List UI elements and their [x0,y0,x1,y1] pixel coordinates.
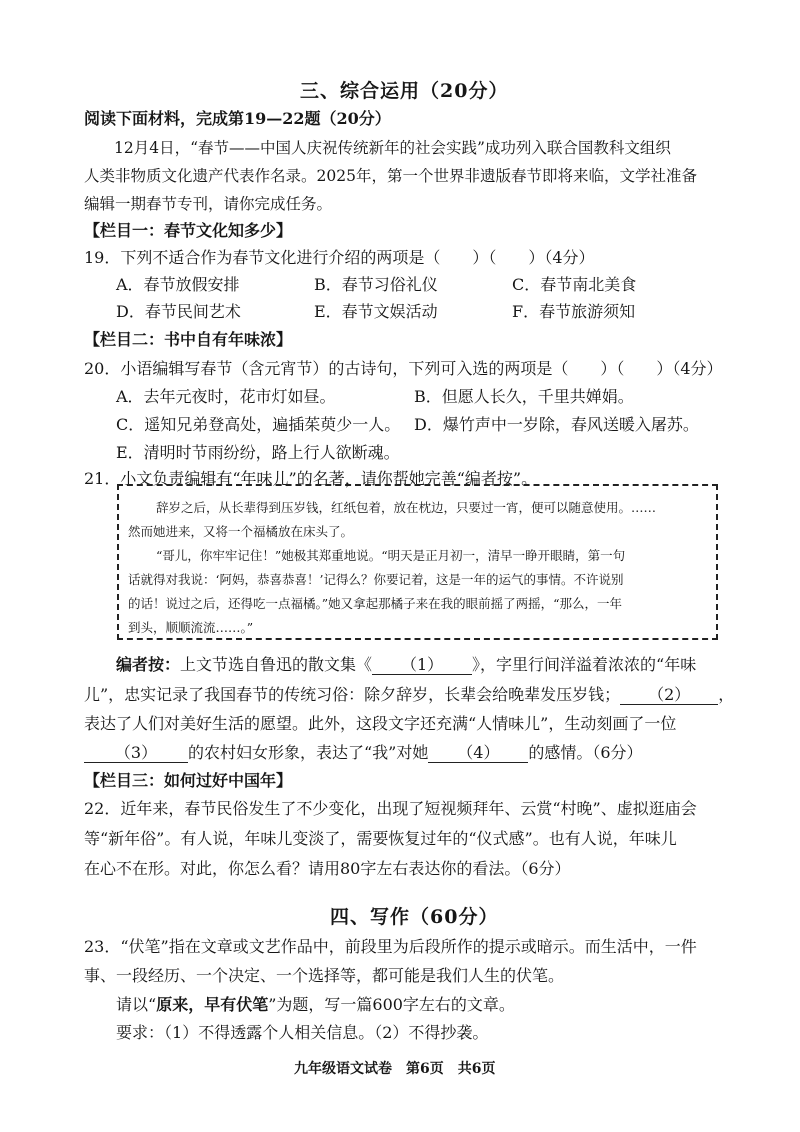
section-title: 四、写作（60分） [330,906,499,928]
option-item: F．春节旅游须知 [512,302,636,321]
editor-note-line [84,740,643,763]
quote-line: 到头，顺顺流流……。” [128,620,254,635]
writing-prompt [116,992,515,1015]
reading-instruction: 阅读下面材料，完成第19—22题（20分） [84,109,391,128]
option-item: A．去年元夜时，花市灯如昼。 [116,387,336,406]
question-line: 等“新年俗”。有人说，年味儿变淡了，需要恢复过年的“仪式感”。也有人说，年味儿 [84,829,677,848]
requirements [116,1020,488,1043]
requirements-text: （1）不得透露个人相关信息。（2）不得抄袭。 [164,1023,489,1042]
quote-line: “哥儿，你牢牢记住！”她极其郑重地说。“明天是正月初一，清早一睁开眼睛，第一句 [156,548,626,563]
note-text: 的农村妇女形象，表达了“我”对她 [188,743,429,762]
page-footer: 九年级语文试卷 第6页 共6页 [294,1061,496,1077]
option-item: D．春节民间艺术 [116,302,241,321]
essay-title: 原来，早有伏笔 [156,995,269,1014]
prompt-text: ”为题，写一篇600字左右的文章。 [268,995,515,1014]
column-title: 【栏目二：书中自有年味浓】 [84,330,293,349]
quote-line: 的话！说过之后，还得吃一点福橘。”她又拿起那橘子来在我的眼前摇了两摇，“那么，一年 [128,596,623,611]
question-stem: 19．下列不适合作为春节文化进行介绍的两项是（ ）（ ）（4分） [84,248,595,267]
option-item: B．春节习俗礼仪 [314,275,438,294]
quote-line: 话就得对我说：‘阿妈，恭喜恭喜！’记得么？你要记着，这是一年的运气的事情。不许说别 [128,572,624,587]
note-text: 的感情。（6分） [528,743,643,762]
intro-line: 12月4日，“春节——中国人庆祝传统新年的社会实践”成功列入联合国教科文组织 [114,139,671,157]
intro-line: 人类非物质文化遗产代表作名录。2025年，第一个世界非遗版春节即将来临，文学社准备 [84,167,697,185]
column-title: 【栏目一：春节文化知多少】 [84,221,293,240]
intro-line: 编辑一期春节专刊，请你完成任务。 [84,195,333,213]
option-item: C．遥知兄弟登高处，遍插茱萸少一人。 [116,415,401,434]
option-item: D．爆竹声中一岁除，春风送暖入屠苏。 [414,415,699,434]
quote-line: 辞岁之后，从长辈得到压岁钱，红纸包着，放在枕边，只要过一宵，便可以随意使用。…… [156,500,657,515]
editor-note-label: 编者按： [116,655,181,674]
quote-line: 然而她进来，又将一个福橘放在床头了。 [128,524,354,539]
answer-blank-2[interactable]: （2） [620,686,718,705]
question-line: 22．近年来，春节民俗发生了不少变化，出现了短视频拜年、云赏“村晚”、虚拟逛庙会 [84,799,697,818]
option-item: C．春节南北美食 [512,275,637,294]
question-line: 事、一段经历、一个决定、一个选择等，都可能是我们人生的伏笔。 [84,966,565,985]
section-title: 三、综合运用（20分） [300,80,509,102]
note-text: 上文节选自鲁迅的散文集《 [180,655,373,674]
requirements-label: 要求： [116,1023,165,1042]
answer-blank-3[interactable]: （3） [84,744,188,763]
column-title: 【栏目三：如何过好中国年】 [84,771,293,790]
question-stem: 21．小文负责编辑有“年味儿”的名著，请你帮她完善“编者按”。 [84,469,538,488]
option-item: E．春节文娱活动 [314,302,438,321]
question-line: 在心不在形。对此，你怎么看？请用80字左右表达你的看法。（6分） [84,859,571,878]
option-item: A．春节放假安排 [116,275,240,294]
editor-note-line [116,652,696,675]
note-text: ， [718,685,735,704]
editor-note-line [84,682,734,705]
question-stem: 20．小语编辑写春节（含元宵节）的古诗句，下列可入选的两项是（ ）（ ）（4分） [84,359,723,378]
editor-note-line: 表达了人们对美好生活的愿望。此外，这段文字还充满“人情味儿”，生动刻画了一位 [84,714,677,733]
option-item: E．清明时节雨纷纷，路上行人欲断魂。 [116,443,400,462]
answer-blank-4[interactable]: （4） [428,744,528,763]
prompt-text: 请以“ [116,995,157,1014]
question-line: 23．“伏笔”指在文章或文艺作品中，前段里为后段所作的提示或暗示。而生活中，一件 [84,937,697,956]
note-text: 儿”，忠实记录了我国春节的传统习俗：除夕辞岁，长辈会给晚辈发压岁钱； [84,685,621,704]
option-item: B．但愿人长久，千里共婵娟。 [414,387,634,406]
answer-blank-1[interactable]: （1） [372,656,472,675]
note-text: 》，字里行间洋溢着浓浓的“年味 [472,655,697,674]
